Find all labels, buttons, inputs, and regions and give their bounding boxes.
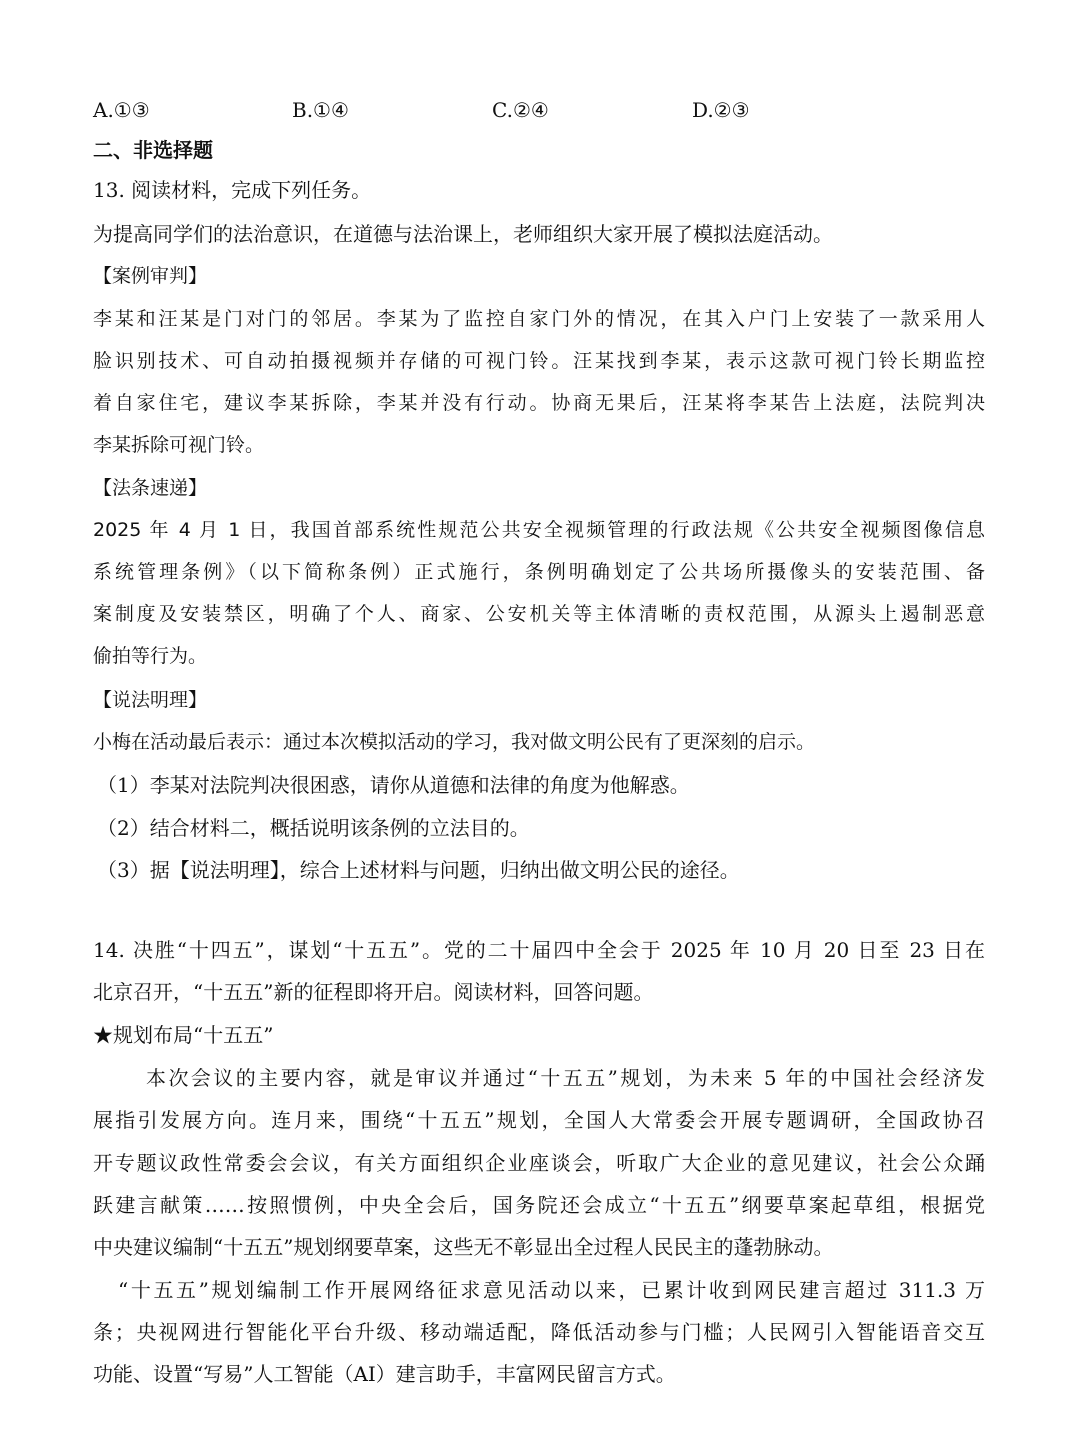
law-line: 偷拍等行为。 xyxy=(93,645,208,667)
case-line: 着自家住宅，建议李某拆除，李某并没有行动。协商无果后，汪某将李某告上法庭，法院判决 xyxy=(93,392,985,414)
q13-question-1: （1）李某对法院判决很困惑，请你从道德和法律的角度为他解惑。 xyxy=(97,773,690,797)
para2-line: 功能、设置“写易”人工智能（AI）建言助手，丰富网民留言方式。 xyxy=(93,1362,676,1386)
law-line: 系统管理条例》（以下简称条例）正式施行，条例明确划定了公共场所摄像头的安装范围、备 xyxy=(93,561,985,583)
option-a: A.①③ xyxy=(93,98,150,122)
law-line: 案制度及安装禁区，明确了个人、商家、公安机关等主体清晰的责权范围，从源头上遏制恶意 xyxy=(93,603,985,625)
section-title: 二、非选择题 xyxy=(93,138,213,162)
option-d: D.②③ xyxy=(692,98,750,122)
para1-line: 本次会议的主要内容，就是审议并通过“十五五”规划，为未来 5 年的中国社会经济发 xyxy=(146,1066,985,1090)
para1-line: 中央建议编制“十五五”规划纲要草案，这些无不彰显出全过程人民民主的蓬勃脉动。 xyxy=(93,1235,834,1259)
q14-sub-heading: ★规划布局“十五五” xyxy=(93,1023,274,1047)
q13-question-3: （3）据【说法明理】，综合上述材料与问题，归纳出做文明公民的途径。 xyxy=(97,858,740,882)
q13-question-2: （2）结合材料二，概括说明该条例的立法目的。 xyxy=(97,816,530,840)
option-b: B.①④ xyxy=(292,98,349,122)
para1-line: 跃建言献策……按照惯例，中央全会后，国务院还会成立“十五五”纲要草案起草组，根据党 xyxy=(93,1193,985,1217)
q13-intro: 为提高同学们的法治意识，在道德与法治课上，老师组织大家开展了模拟法庭活动。 xyxy=(93,222,833,246)
case-line: 李某和汪某是门对门的邻居。李某为了监控自家门外的情况，在其入户门上安装了一款采用人 xyxy=(93,308,985,330)
case-line: 脸识别技术、可自动拍摄视频并存储的可视门铃。汪某找到李某，表示这款可视门铃长期监控 xyxy=(93,350,985,372)
case-line: 李某拆除可视门铃。 xyxy=(93,434,265,456)
para1-line: 开专题议政性常委会会议，有关方面组织企业座谈会，听取广大企业的意见建议，社会公众踊 xyxy=(93,1151,985,1175)
q13-stem: 13. 阅读材料，完成下列任务。 xyxy=(93,178,372,202)
law-line: 2025 年 4 月 1 日，我国首部系统性规范公共安全视频管理的行政法规《公共安全视频图像信息 xyxy=(93,519,985,541)
law-heading: 【法条速递】 xyxy=(93,477,208,499)
reason-heading: 【说法明理】 xyxy=(93,689,208,711)
option-c: C.②④ xyxy=(492,98,549,122)
para1-line: 展指引发展方向。连月来，围绕“十五五”规划，全国人大常委会开展专题调研，全国政协召 xyxy=(93,1108,985,1132)
para2-line: 条；央视网进行智能化平台升级、移动端适配，降低活动参与门槛；人民网引入智能语音交互 xyxy=(93,1320,985,1344)
q14-stem-line: 北京召开，“十五五”新的征程即将开启。阅读材料，回答问题。 xyxy=(93,980,654,1004)
reason-text: 小梅在活动最后表示：通过本次模拟活动的学习，我对做文明公民有了更深刻的启示。 xyxy=(93,731,816,753)
case-heading: 【案例审判】 xyxy=(93,265,208,287)
para2-line: “十五五”规划编制工作开展网络征求意见活动以来，已累计收到网民建言超过 311.3 万 xyxy=(118,1278,985,1302)
q14-stem-line: 14. 决胜“十四五”，谋划“十五五”。党的二十届四中全会于 2025 年 10 月 20 日至 23 日在 xyxy=(93,938,985,962)
